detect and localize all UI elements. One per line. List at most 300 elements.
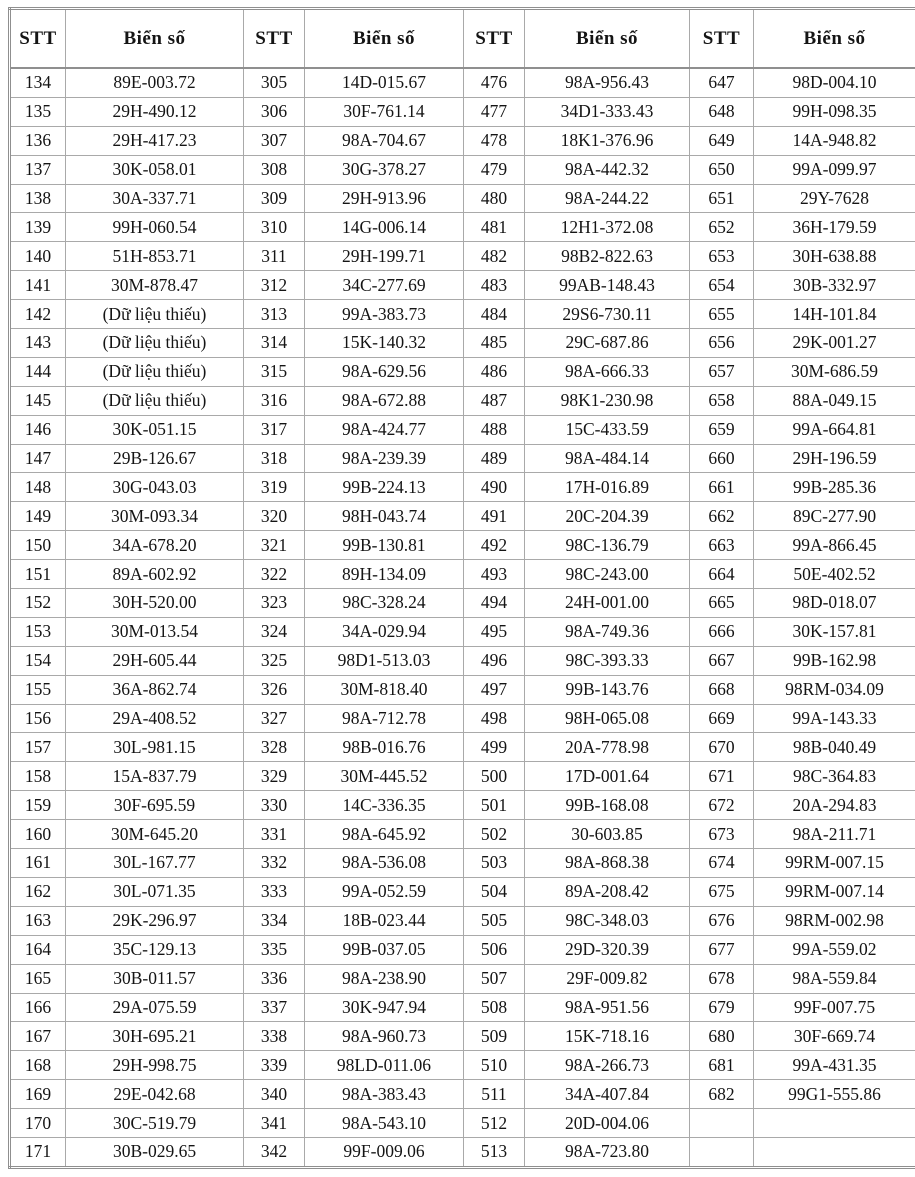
stt-cell: 505 <box>464 906 525 935</box>
stt-cell: 671 <box>690 762 754 791</box>
table-row <box>10 213 915 242</box>
table-row <box>10 184 915 213</box>
stt-cell: 500 <box>464 762 525 791</box>
table-row <box>10 820 915 849</box>
stt-cell: 312 <box>244 271 305 300</box>
plate-cell: 14D-015.67 <box>305 68 464 97</box>
plate-cell: 30M-093.34 <box>66 502 244 531</box>
stt-cell: 504 <box>464 877 525 906</box>
plate-cell: 51H-853.71 <box>66 242 244 271</box>
stt-cell: 502 <box>464 820 525 849</box>
plate-cell: 98D1-513.03 <box>305 646 464 675</box>
table-row <box>10 964 915 993</box>
plate-cell: 30L-167.77 <box>66 849 244 878</box>
stt-cell: 491 <box>464 502 525 531</box>
plate-cell: 50E-402.52 <box>754 560 915 589</box>
stt-cell: 682 <box>690 1080 754 1109</box>
table-header <box>10 9 915 69</box>
stt-cell: 478 <box>464 126 525 155</box>
plate-cell: 18B-023.44 <box>305 906 464 935</box>
stt-cell: 305 <box>244 68 305 97</box>
plate-cell: 98C-348.03 <box>525 906 690 935</box>
plate-cell: 30M-878.47 <box>66 271 244 300</box>
stt-cell: 503 <box>464 849 525 878</box>
stt-cell: 480 <box>464 184 525 213</box>
column-header-plate: Biển số <box>66 9 244 69</box>
stt-cell: 678 <box>690 964 754 993</box>
plate-cell: 98B-016.76 <box>305 733 464 762</box>
plate-cell: 98C-136.79 <box>525 531 690 560</box>
plate-cell: 98A-960.73 <box>305 1022 464 1051</box>
plate-cell: 30A-337.71 <box>66 184 244 213</box>
table-row <box>10 415 915 444</box>
plate-cell: 29H-417.23 <box>66 126 244 155</box>
plate-cell: (Dữ liệu thiếu) <box>66 357 244 386</box>
stt-cell: 324 <box>244 617 305 646</box>
plate-cell: 30C-519.79 <box>66 1109 244 1138</box>
column-header-stt: STT <box>464 9 525 69</box>
plate-cell: 99G1-555.86 <box>754 1080 915 1109</box>
table-row <box>10 877 915 906</box>
stt-cell: 309 <box>244 184 305 213</box>
stt-cell: 143 <box>10 329 66 358</box>
stt-cell: 145 <box>10 386 66 415</box>
table-row <box>10 1051 915 1080</box>
stt-cell: 136 <box>10 126 66 155</box>
stt-cell: 147 <box>10 444 66 473</box>
stt-cell: 160 <box>10 820 66 849</box>
stt-cell: 157 <box>10 733 66 762</box>
plate-cell: 98A-442.32 <box>525 155 690 184</box>
plate-cell: 98LD-011.06 <box>305 1051 464 1080</box>
plate-cell: (Dữ liệu thiếu) <box>66 386 244 415</box>
stt-cell: 498 <box>464 704 525 733</box>
stt-cell: 481 <box>464 213 525 242</box>
stt-cell: 649 <box>690 126 754 155</box>
stt-cell: 328 <box>244 733 305 762</box>
plate-cell: 20D-004.06 <box>525 1109 690 1138</box>
plate-cell: 14G-006.14 <box>305 213 464 242</box>
stt-cell: 341 <box>244 1109 305 1138</box>
stt-cell: 652 <box>690 213 754 242</box>
table-row <box>10 733 915 762</box>
plate-cell: 98D-004.10 <box>754 68 915 97</box>
stt-cell: 325 <box>244 646 305 675</box>
stt-cell: 506 <box>464 935 525 964</box>
table-row <box>10 68 915 97</box>
stt-cell <box>690 1109 754 1138</box>
plate-cell: 30K-947.94 <box>305 993 464 1022</box>
stt-cell: 669 <box>690 704 754 733</box>
stt-cell: 321 <box>244 531 305 560</box>
stt-cell: 493 <box>464 560 525 589</box>
plate-cell: 24H-001.00 <box>525 589 690 618</box>
plate-cell: 98A-666.33 <box>525 357 690 386</box>
plate-cell: 99B-143.76 <box>525 675 690 704</box>
stt-cell: 156 <box>10 704 66 733</box>
stt-cell: 339 <box>244 1051 305 1080</box>
plate-cell: 98B2-822.63 <box>525 242 690 271</box>
stt-cell: 149 <box>10 502 66 531</box>
plate-cell: 89A-602.92 <box>66 560 244 589</box>
plate-cell: 89C-277.90 <box>754 502 915 531</box>
plate-cell: 34C-277.69 <box>305 271 464 300</box>
plate-cell: 98A-238.90 <box>305 964 464 993</box>
stt-cell: 319 <box>244 473 305 502</box>
plate-cell: 30H-520.00 <box>66 589 244 618</box>
plate-cell: 98C-328.24 <box>305 589 464 618</box>
plate-cell: 34A-029.94 <box>305 617 464 646</box>
plate-cell: 99A-383.73 <box>305 300 464 329</box>
stt-cell: 677 <box>690 935 754 964</box>
plate-cell: 34D1-333.43 <box>525 97 690 126</box>
plate-cell: 30F-669.74 <box>754 1022 915 1051</box>
stt-cell: 675 <box>690 877 754 906</box>
stt-cell: 318 <box>244 444 305 473</box>
plate-cell: 98RM-002.98 <box>754 906 915 935</box>
stt-cell: 338 <box>244 1022 305 1051</box>
plate-cell: 89H-134.09 <box>305 560 464 589</box>
table-row <box>10 762 915 791</box>
stt-cell: 665 <box>690 589 754 618</box>
table-row <box>10 906 915 935</box>
plate-cell: 29A-408.52 <box>66 704 244 733</box>
stt-cell: 679 <box>690 993 754 1022</box>
plate-cell: (Dữ liệu thiếu) <box>66 300 244 329</box>
plate-cell: 99A-866.45 <box>754 531 915 560</box>
plate-cell: (Dữ liệu thiếu) <box>66 329 244 358</box>
stt-cell: 661 <box>690 473 754 502</box>
stt-cell: 322 <box>244 560 305 589</box>
plate-cell: 29H-605.44 <box>66 646 244 675</box>
table-row <box>10 935 915 964</box>
table-row <box>10 531 915 560</box>
plate-cell: 98A-543.10 <box>305 1109 464 1138</box>
plate-cell: 36A-862.74 <box>66 675 244 704</box>
plate-cell: 29K-001.27 <box>754 329 915 358</box>
stt-cell: 654 <box>690 271 754 300</box>
stt-cell: 667 <box>690 646 754 675</box>
stt-cell: 499 <box>464 733 525 762</box>
plate-cell: 29E-042.68 <box>66 1080 244 1109</box>
stt-cell: 326 <box>244 675 305 704</box>
stt-cell: 497 <box>464 675 525 704</box>
stt-cell: 666 <box>690 617 754 646</box>
plate-cell: 98A-645.92 <box>305 820 464 849</box>
plate-cell: 14H-101.84 <box>754 300 915 329</box>
stt-cell: 158 <box>10 762 66 791</box>
plate-cell: 30M-818.40 <box>305 675 464 704</box>
stt-cell: 476 <box>464 68 525 97</box>
stt-cell: 311 <box>244 242 305 271</box>
plate-cell: 29B-126.67 <box>66 444 244 473</box>
plate-cell: 89A-208.42 <box>525 877 690 906</box>
table-row <box>10 386 915 415</box>
plate-cell: 98C-393.33 <box>525 646 690 675</box>
stt-cell: 335 <box>244 935 305 964</box>
stt-cell: 150 <box>10 531 66 560</box>
plate-cell: 29H-913.96 <box>305 184 464 213</box>
plate-cell: 29H-998.75 <box>66 1051 244 1080</box>
plate-cell: 99B-037.05 <box>305 935 464 964</box>
stt-cell: 148 <box>10 473 66 502</box>
plate-cell <box>754 1109 915 1138</box>
plate-cell: 99A-664.81 <box>754 415 915 444</box>
stt-cell: 513 <box>464 1137 525 1167</box>
stt-cell: 313 <box>244 300 305 329</box>
plate-cell: 30B-332.97 <box>754 271 915 300</box>
stt-cell: 314 <box>244 329 305 358</box>
stt-cell: 168 <box>10 1051 66 1080</box>
plate-cell: 98RM-034.09 <box>754 675 915 704</box>
stt-cell: 508 <box>464 993 525 1022</box>
stt-cell: 307 <box>244 126 305 155</box>
plate-cell <box>754 1137 915 1167</box>
table-row <box>10 1022 915 1051</box>
table-row <box>10 704 915 733</box>
stt-cell: 653 <box>690 242 754 271</box>
plate-cell: 30F-761.14 <box>305 97 464 126</box>
plate-cell: 98A-749.36 <box>525 617 690 646</box>
table-row <box>10 502 915 531</box>
plate-cell: 98B-040.49 <box>754 733 915 762</box>
stt-cell: 674 <box>690 849 754 878</box>
stt-cell: 676 <box>690 906 754 935</box>
stt-cell: 511 <box>464 1080 525 1109</box>
stt-cell: 162 <box>10 877 66 906</box>
table-row <box>10 1109 915 1138</box>
plate-cell: 30H-638.88 <box>754 242 915 271</box>
plate-cell: 98D-018.07 <box>754 589 915 618</box>
stt-cell: 483 <box>464 271 525 300</box>
stt-cell: 330 <box>244 791 305 820</box>
stt-cell: 165 <box>10 964 66 993</box>
stt-cell: 169 <box>10 1080 66 1109</box>
table-row <box>10 300 915 329</box>
plate-cell: 29K-296.97 <box>66 906 244 935</box>
plate-cell: 30L-071.35 <box>66 877 244 906</box>
plate-cell: 30G-378.27 <box>305 155 464 184</box>
stt-cell: 135 <box>10 97 66 126</box>
plate-cell: 34A-407.84 <box>525 1080 690 1109</box>
table-row <box>10 1137 915 1167</box>
plate-cell: 99B-224.13 <box>305 473 464 502</box>
stt-cell: 487 <box>464 386 525 415</box>
stt-cell: 489 <box>464 444 525 473</box>
plate-cell: 29D-320.39 <box>525 935 690 964</box>
stt-cell: 140 <box>10 242 66 271</box>
plate-cell: 29F-009.82 <box>525 964 690 993</box>
stt-cell: 164 <box>10 935 66 964</box>
plate-cell: 98A-211.71 <box>754 820 915 849</box>
plate-cell: 88A-049.15 <box>754 386 915 415</box>
plate-cell: 99A-143.33 <box>754 704 915 733</box>
plate-cell: 98H-065.08 <box>525 704 690 733</box>
stt-cell: 161 <box>10 849 66 878</box>
stt-cell: 672 <box>690 791 754 820</box>
table-row <box>10 675 915 704</box>
stt-cell: 340 <box>244 1080 305 1109</box>
plate-cell: 30L-981.15 <box>66 733 244 762</box>
table-row <box>10 357 915 386</box>
table-row <box>10 329 915 358</box>
plate-cell: 98A-868.38 <box>525 849 690 878</box>
stt-cell: 490 <box>464 473 525 502</box>
table-row <box>10 473 915 502</box>
plate-cell: 98H-043.74 <box>305 502 464 531</box>
stt-cell: 151 <box>10 560 66 589</box>
plate-cell: 99H-098.35 <box>754 97 915 126</box>
table-body <box>10 68 915 1167</box>
stt-cell: 663 <box>690 531 754 560</box>
plate-cell: 99B-285.36 <box>754 473 915 502</box>
plate-cell: 20A-778.98 <box>525 733 690 762</box>
plate-cell: 98A-629.56 <box>305 357 464 386</box>
plate-cell: 30-603.85 <box>525 820 690 849</box>
plate-cell: 29C-687.86 <box>525 329 690 358</box>
plate-cell: 99A-559.02 <box>754 935 915 964</box>
stt-cell: 509 <box>464 1022 525 1051</box>
plate-cell: 29H-196.59 <box>754 444 915 473</box>
stt-cell: 159 <box>10 791 66 820</box>
plate-cell: 30G-043.03 <box>66 473 244 502</box>
plate-cell: 29A-075.59 <box>66 993 244 1022</box>
stt-cell: 496 <box>464 646 525 675</box>
plate-cell: 35C-129.13 <box>66 935 244 964</box>
stt-cell: 657 <box>690 357 754 386</box>
stt-cell: 659 <box>690 415 754 444</box>
plate-cell: 36H-179.59 <box>754 213 915 242</box>
plate-cell: 99B-130.81 <box>305 531 464 560</box>
column-header-stt: STT <box>10 9 66 69</box>
table-row <box>10 646 915 675</box>
stt-cell: 495 <box>464 617 525 646</box>
plate-cell: 30K-051.15 <box>66 415 244 444</box>
stt-cell: 331 <box>244 820 305 849</box>
stt-cell: 329 <box>244 762 305 791</box>
table-row <box>10 617 915 646</box>
stt-cell: 681 <box>690 1051 754 1080</box>
stt-cell: 137 <box>10 155 66 184</box>
stt-cell: 484 <box>464 300 525 329</box>
plate-cell: 98A-239.39 <box>305 444 464 473</box>
plate-cell: 99B-168.08 <box>525 791 690 820</box>
plate-cell: 30B-029.65 <box>66 1137 244 1167</box>
plate-cell: 20C-204.39 <box>525 502 690 531</box>
plate-cell: 99AB-148.43 <box>525 271 690 300</box>
stt-cell: 166 <box>10 993 66 1022</box>
license-plate-table <box>8 7 915 1169</box>
plate-cell: 30M-645.20 <box>66 820 244 849</box>
stt-cell: 660 <box>690 444 754 473</box>
stt-cell: 647 <box>690 68 754 97</box>
column-header-stt: STT <box>690 9 754 69</box>
stt-cell: 154 <box>10 646 66 675</box>
stt-cell <box>690 1137 754 1167</box>
stt-cell: 336 <box>244 964 305 993</box>
plate-cell: 99RM-007.14 <box>754 877 915 906</box>
stt-cell: 482 <box>464 242 525 271</box>
stt-cell: 670 <box>690 733 754 762</box>
stt-cell: 142 <box>10 300 66 329</box>
plate-cell: 34A-678.20 <box>66 531 244 560</box>
plate-cell: 98A-244.22 <box>525 184 690 213</box>
plate-cell: 98C-243.00 <box>525 560 690 589</box>
plate-cell: 99A-099.97 <box>754 155 915 184</box>
plate-cell: 98A-672.88 <box>305 386 464 415</box>
plate-cell: 17H-016.89 <box>525 473 690 502</box>
table-row <box>10 444 915 473</box>
plate-cell: 98K1-230.98 <box>525 386 690 415</box>
stt-cell: 479 <box>464 155 525 184</box>
table-row <box>10 155 915 184</box>
stt-cell: 651 <box>690 184 754 213</box>
table-row <box>10 1080 915 1109</box>
plate-cell: 15K-718.16 <box>525 1022 690 1051</box>
plate-cell: 89E-003.72 <box>66 68 244 97</box>
stt-cell: 501 <box>464 791 525 820</box>
stt-cell: 334 <box>244 906 305 935</box>
stt-cell: 650 <box>690 155 754 184</box>
stt-cell: 512 <box>464 1109 525 1138</box>
plate-cell: 99RM-007.15 <box>754 849 915 878</box>
stt-cell: 146 <box>10 415 66 444</box>
stt-cell: 662 <box>690 502 754 531</box>
plate-cell: 98A-266.73 <box>525 1051 690 1080</box>
plate-cell: 30K-058.01 <box>66 155 244 184</box>
table-row <box>10 271 915 300</box>
stt-cell: 668 <box>690 675 754 704</box>
stt-cell: 477 <box>464 97 525 126</box>
stt-cell: 333 <box>244 877 305 906</box>
plate-cell: 98A-712.78 <box>305 704 464 733</box>
stt-cell: 316 <box>244 386 305 415</box>
plate-cell: 30M-686.59 <box>754 357 915 386</box>
stt-cell: 323 <box>244 589 305 618</box>
stt-cell: 655 <box>690 300 754 329</box>
stt-cell: 320 <box>244 502 305 531</box>
plate-cell: 20A-294.83 <box>754 791 915 820</box>
stt-cell: 138 <box>10 184 66 213</box>
table-row <box>10 97 915 126</box>
plate-cell: 30B-011.57 <box>66 964 244 993</box>
stt-cell: 144 <box>10 357 66 386</box>
plate-cell: 99A-431.35 <box>754 1051 915 1080</box>
plate-cell: 99F-009.06 <box>305 1137 464 1167</box>
plate-cell: 29H-199.71 <box>305 242 464 271</box>
stt-cell: 680 <box>690 1022 754 1051</box>
plate-cell: 15C-433.59 <box>525 415 690 444</box>
stt-cell: 170 <box>10 1109 66 1138</box>
column-header-plate: Biển số <box>305 9 464 69</box>
plate-cell: 29H-490.12 <box>66 97 244 126</box>
stt-cell: 658 <box>690 386 754 415</box>
stt-cell: 171 <box>10 1137 66 1167</box>
table-row <box>10 560 915 589</box>
header-row <box>10 9 915 69</box>
plate-cell: 15K-140.32 <box>305 329 464 358</box>
stt-cell: 342 <box>244 1137 305 1167</box>
table-row <box>10 242 915 271</box>
column-header-stt: STT <box>244 9 305 69</box>
plate-cell: 30H-695.21 <box>66 1022 244 1051</box>
plate-cell: 98A-383.43 <box>305 1080 464 1109</box>
stt-cell: 315 <box>244 357 305 386</box>
plate-cell: 98A-704.67 <box>305 126 464 155</box>
plate-cell: 99F-007.75 <box>754 993 915 1022</box>
stt-cell: 152 <box>10 589 66 618</box>
stt-cell: 510 <box>464 1051 525 1080</box>
